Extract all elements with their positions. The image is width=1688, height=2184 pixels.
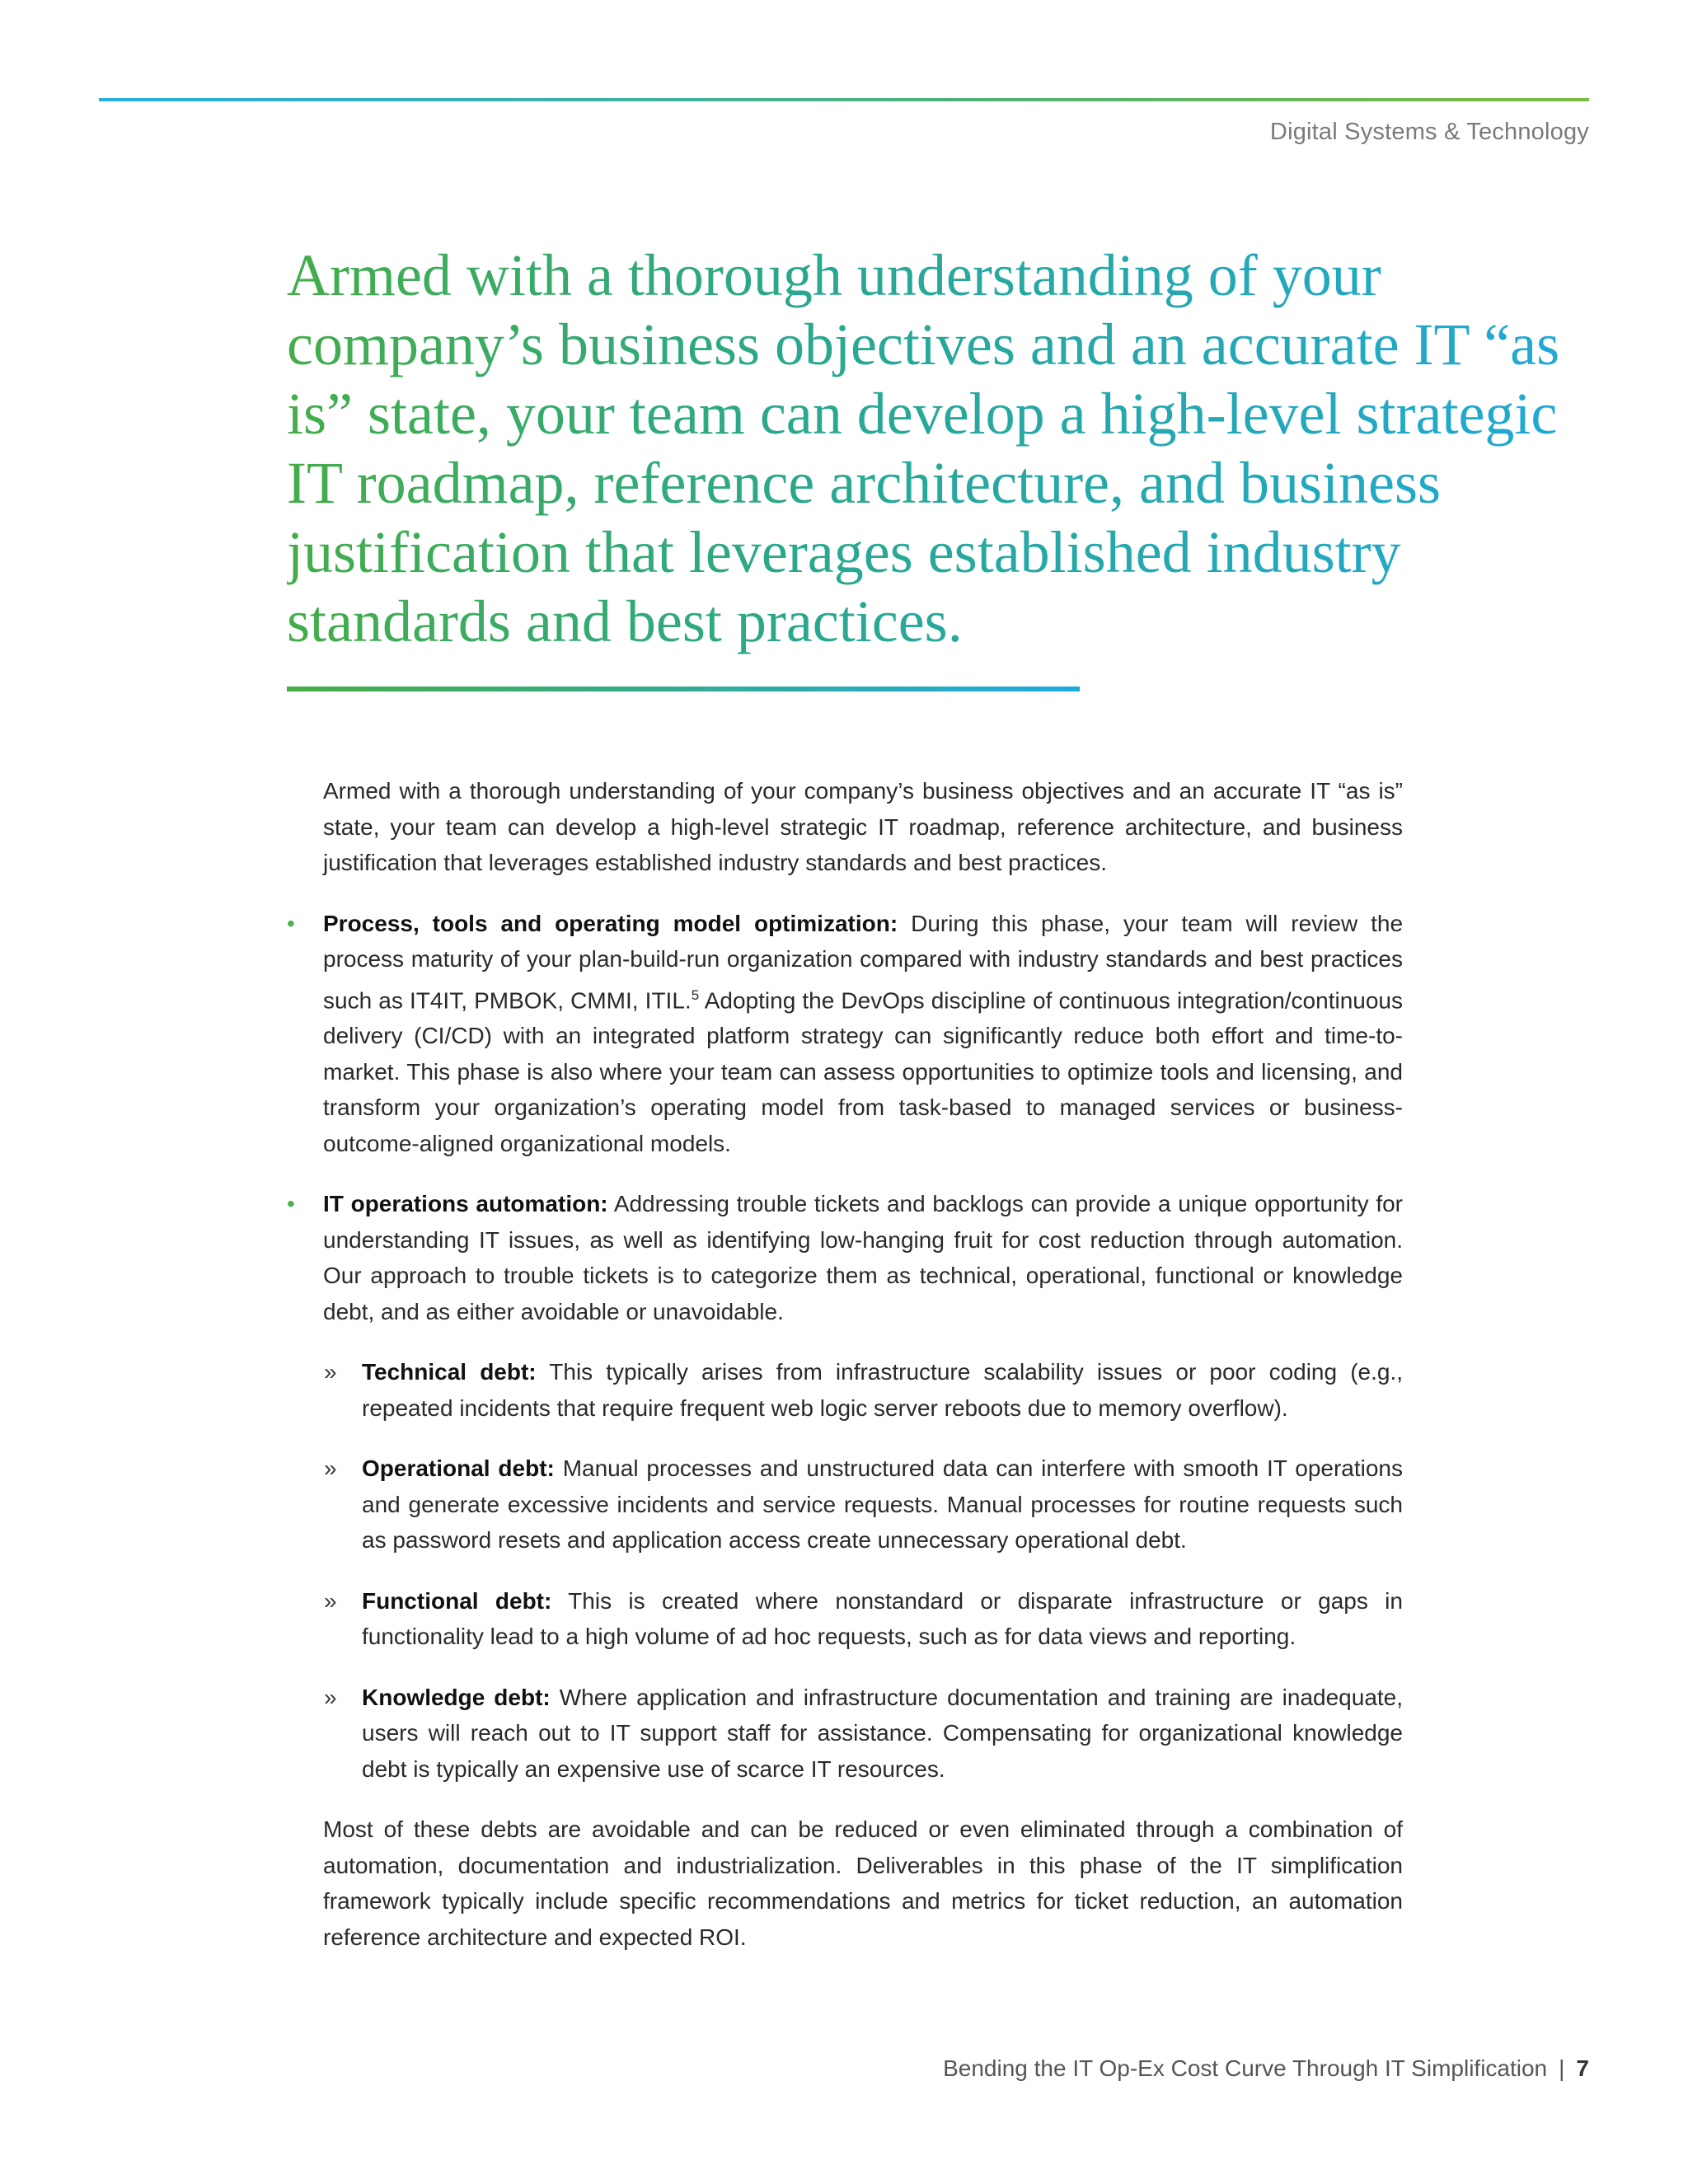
bullet-text: Addressing trouble tickets and backlogs can provide a unique opportunity for understanding IT issues, as well as identifying low-hanging fruit for cost reduction through automation. Our approach to trouble tickets is to categorize them as technical, operational, functional or knowledge debt, and as either avoidable or unavoidable. xyxy=(323,1191,1404,1324)
sub-bullet-lead: Functional debt: xyxy=(362,1587,552,1614)
sub-bullet-text: Where application and infrastructure documentation and training are inadequate, users will reach out to IT support staff for assistance. Compensating for organizational knowledge debt is typically an expensive use of scarce IT resources. xyxy=(362,1684,1404,1782)
sub-bullet-technical-debt xyxy=(324,1354,1404,1426)
closing-paragraph: Most of these debts are avoidable and can be reduced or even eliminated through a combination of automation, documentation and industrialization. Deliverables in this phase of the IT simplification framework typically include specific recommendations and metrics for ticket reduction, an automation reference architecture and expected ROI. xyxy=(323,1816,1403,1950)
sub-bullet-functional-debt xyxy=(324,1583,1403,1655)
pull-quote: Armed with a thorough understanding of your company’s business objectives and an accurate IT “as is” state, your team can develop a high-level strategic IT roadmap, reference architecture, and business justification that leverages established industry standards and best practices. xyxy=(287,241,1573,656)
sub-bullet-paragraph xyxy=(362,1680,1403,1788)
footnote-ref: 5 xyxy=(691,987,700,1003)
bullet-process-tools xyxy=(287,906,1404,1162)
sub-bullet-operational-debt xyxy=(324,1451,1404,1558)
bullet-dot-icon: • xyxy=(287,1191,295,1217)
page-footer xyxy=(943,2055,1589,2082)
footer-separator: | xyxy=(1559,2055,1565,2081)
sub-bullet-paragraph xyxy=(362,1354,1403,1426)
header-rule xyxy=(99,98,1589,101)
bullet-lead: Process, tools and operating model optimization: xyxy=(323,910,898,936)
sub-bullet-paragraph xyxy=(362,1583,1403,1655)
sub-bullet-text: This typically arises from infrastructure scalability issues or poor coding (e.g., repeated incidents that require frequent web logic server reboots due to memory overflow). xyxy=(362,1359,1404,1421)
intro-paragraph: Armed with a thorough understanding of your company’s business objectives and an accurate IT “as is” state, your team can develop a high-level strategic IT roadmap, reference architecture, and business justification that leverages established industry standards and best practices. xyxy=(323,778,1403,875)
sub-bullet-knowledge-debt xyxy=(324,1680,1404,1788)
page-number: 7 xyxy=(1576,2055,1589,2081)
chevron-right-icon: » xyxy=(324,1587,337,1614)
pull-quote-rule xyxy=(287,687,1080,691)
bullet-dot-icon: • xyxy=(287,910,295,936)
body-text xyxy=(287,773,1404,1955)
bullet-paragraph xyxy=(323,1186,1403,1329)
footer-title: Bending the IT Op-Ex Cost Curve Through IT Simplification xyxy=(943,2055,1548,2081)
sub-bullet-text: This is created where nonstandard or disparate infrastructure or gaps in functionality lead to a high volume of ad hoc requests, such as for data views and reporting. xyxy=(362,1587,1403,1650)
chevron-right-icon: » xyxy=(324,1684,337,1710)
sub-bullet-text: Manual processes and unstructured data can interfere with smooth IT operations and generate excessive incidents and service requests. Manual processes for routine requests such as password resets and application access create unnecessary operational debt. xyxy=(362,1455,1404,1554)
chevron-right-icon: » xyxy=(324,1359,337,1385)
bullet-it-operations xyxy=(287,1186,1404,1329)
bullet-paragraph xyxy=(323,906,1403,1162)
bullet-lead: IT operations automation: xyxy=(323,1191,608,1217)
bullet-text-continued: Adopting the DevOps discipline of continuous integration/continuous delivery (CI/CD) with an integrated platform strategy can significantly reduce both effort and time-to-market. This phase is also where your team can assess opportunities to optimize tools and licensing, and transform your organization’s operating model from task-based to managed services or business-outcome-aligned organizational models. xyxy=(323,987,1403,1156)
section-label: Digital Systems & Technology xyxy=(1269,119,1589,145)
sub-bullet-lead: Operational debt: xyxy=(362,1455,555,1482)
sub-bullet-paragraph xyxy=(362,1451,1403,1558)
bullet-text: During this phase, your team will review the process maturity of your plan-build-run organization compared with industry standards and best practices such as IT4IT, PMBOK, CMMI, ITIL. xyxy=(323,910,1404,1013)
chevron-right-icon: » xyxy=(324,1455,337,1482)
sub-bullet-lead: Technical debt: xyxy=(362,1359,537,1385)
sub-bullet-lead: Knowledge debt: xyxy=(362,1684,551,1710)
